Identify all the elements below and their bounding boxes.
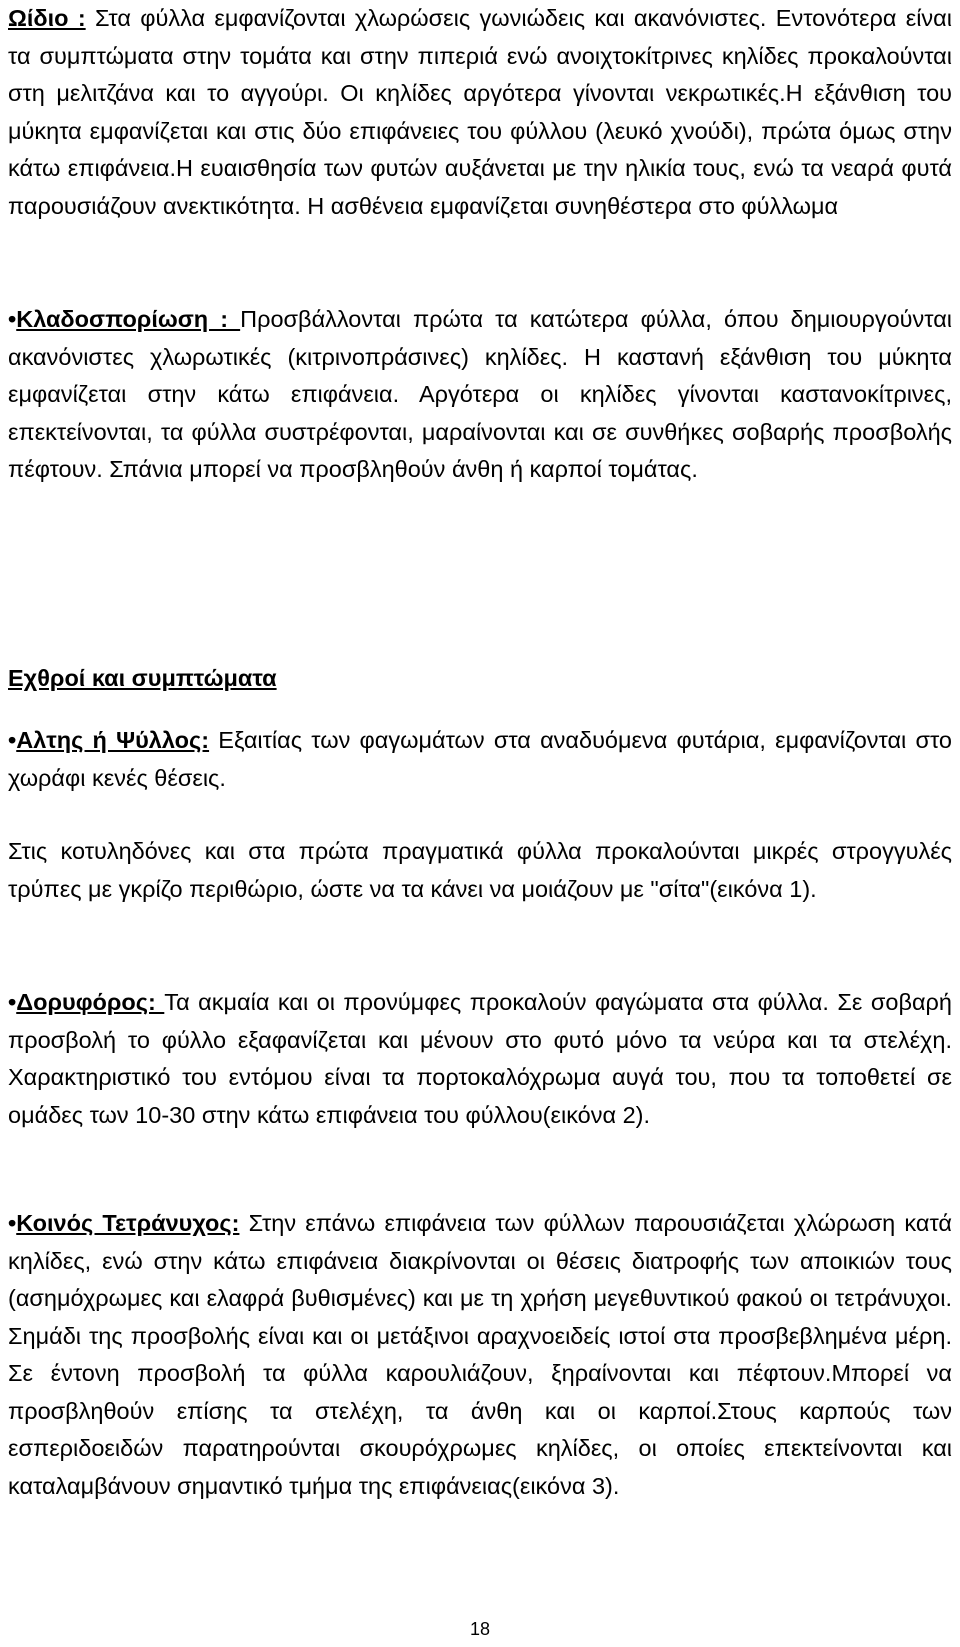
section-heading: Εχθροί και συμπτώματα [8,665,277,691]
bullet-doryforos: • [8,989,17,1015]
paragraph-kladosporiosi [8,301,952,489]
bullet-altis: • [8,727,17,753]
text-oidio: Στα φύλλα εμφανίζονται χλωρώσεις γωνιώδεις και ακανόνιστες. Εντονότερα είναι τα συμπτώματα στην τομάτα και στην πιπεριά ενώ ανοιχτοκίτρινες κηλίδες προκαλούνται στη μελιτζάνα και το αγγούρι. Οι κηλίδες αργότερα γίνονται νεκρωτικές.Η εξάνθιση του μύκητα εμφανίζεται και στις δύο επιφάνειες του φύλλου (λευκό χνούδι), πρώτα όμως στην κάτω επιφάνεια.Η ευαισθησία των φυτών αυξάνεται με την ηλικία τους, ενώ τα νεαρά φυτά παρουσιάζουν ανεκτικότητα. Η ασθένεια εμφανίζεται συνηθέστερα στο φύλλωμα [8,5,952,219]
text-doryforos: Τα ακμαία και οι προνύμφες προκαλούν φαγώματα στα φύλλα. Σε σοβαρή προσβολή το φύλλο εξαφανίζεται και μένουν στο φυτό μόνο τα νεύρα και τα στελέχη. Χαρακτηριστικό του εντόμου είναι τα πορτοκαλόχρωμα αυγά του, που τα τοποθετεί σε ομάδες των 10-30 στην κάτω επιφάνεια του φύλλου(εικόνα 2). [8,989,952,1128]
term-tetranychos: Κοινός Τετράνυχος: [16,1210,240,1236]
term-doryforos: Δορυφόρος: [16,989,165,1015]
paragraph-doryforos [8,984,952,1134]
page-number: 18 [469,1619,491,1639]
term-kladosporiosi: Κλαδοσπορίωση : [16,306,241,332]
paragraph-oidio [8,0,952,225]
text-tetranychos: Στην επάνω επιφάνεια των φύλλων παρουσιάζεται χλώρωση κατά κηλίδες, ενώ στην κάτω επιφάνεια διακρίνονται οι θέσεις διατροφής των αποικιών τους (ασημόχρωμες και ελαφρά βυθισμένες) και με τη χρήση μεγεθυντικού φακού οι τετράνυχοι. Σημάδι της προσβολής είναι και οι μετάξινοι αραχνοειδείς ιστοί στα προσβεβλημένα μέρη. Σε έντονη προσβολή τα φύλλα καρουλιάζουν, ξηραίνονται και πέφτουν.Μπορεί να προσβληθούν επίσης τα στελέχη, τα άνθη και οι καρποί.Στους καρπούς των εσπεριδοειδών παρατηρούνται σκουρόχρωμες κηλίδες, οι οποίες επεκτείνονται και καταλαμβάνουν σημαντικό τμήμα της επιφάνειας(εικόνα 3). [8,1210,952,1499]
term-oidio: Ωίδιο : [8,5,86,31]
bullet-tetranychos: • [8,1210,17,1236]
term-altis: Αλτης ή Ψύλλος: [16,727,210,753]
paragraph-tetranychos [8,1205,952,1505]
paragraph-kotyledones: Στις κοτυληδόνες και στα πρώτα πραγματικά φύλλα προκαλούνται μικρές στρογγυλές τρύπες με γκρίζο περιθώριο, ώστε να τα κάνει να μοιάζουν με "σίτα"(εικόνα 1). [8,838,952,902]
text-altis: Εξαιτίας των φαγωμάτων στα αναδυόμενα φυτάρια, εμφανίζονται στο χωράφι κενές θέσεις. [8,727,952,791]
paragraph-altis [8,722,952,797]
bullet-kladosporiosi: • [8,306,17,332]
text-kladosporiosi: Προσβάλλονται πρώτα τα κατώτερα φύλλα, όπου δημιουργούνται ακανόνιστες χλωρωτικές (κιτρινοπράσινες) κηλίδες. Η καστανή εξάνθιση του μύκητα εμφανίζεται στην κάτω επιφάνεια. Αργότερα οι κηλίδες γίνονται καστανοκίτρινες, επεκτείνονται, τα φύλλα συστρέφονται, μαραίνονται και σε συνθήκες σοβαρής προσβολής πέφτουν. Σπάνια μπορεί να προσβληθούν άνθη ή καρποί τομάτας. [8,306,952,482]
